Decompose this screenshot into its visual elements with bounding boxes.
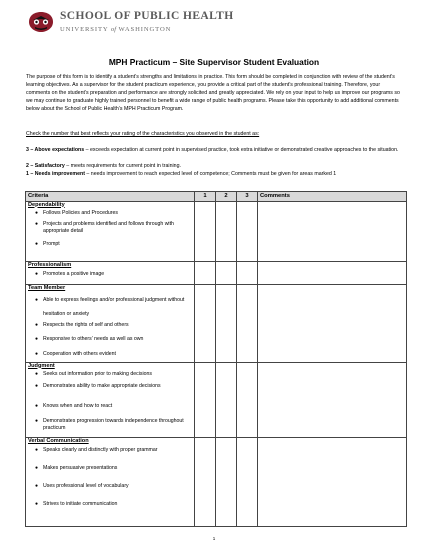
rating-cell[interactable] [216,437,237,526]
criteria-header: Criteria [26,192,195,202]
comments-cell[interactable] [258,261,407,284]
rating-cell[interactable] [195,362,216,437]
table-header-row [26,192,407,202]
comments-cell[interactable] [258,437,407,526]
section-row-verbal-communication: Verbal Communication ● Speaks clearly and distinctly with proper grammar ● Makes persuasive presentations ● Uses professional level of vocabulary ● Strives to initiate communication [26,437,407,526]
section-title: Team Member [28,284,66,291]
page-number: 1 [212,536,216,541]
rating-cell[interactable] [237,201,258,261]
rating-3-header: 3 [237,192,258,202]
rating-cell[interactable] [237,284,258,362]
rating-cell[interactable] [216,201,237,261]
section-title: Verbal Communication [28,437,89,444]
rating-cell[interactable] [195,261,216,284]
comments-cell[interactable] [258,284,407,362]
form-title: MPH Practicum – Site Supervisor Student Evaluation [108,57,320,67]
rating-cell[interactable] [216,261,237,284]
rating-cell[interactable] [237,437,258,526]
rating-cell[interactable] [216,362,237,437]
rating-instruction: Check the number that best reflects your rating of the characteristics you observed in the student as: [26,131,260,137]
evaluation-table [25,191,407,527]
intro-paragraph: The purpose of this form is to identify a student’s strengths and limitations in practice. This form should be completed in conjunction with review of the student’s learning objectives. As a supervisor for the student practicum experience, you provide a critical part of the student’s professional training. Therefore, your comments on the student’s preparation and performance are strongly solicited and greatly appreciated. We rely on your input to help us improve our programs so we may continue to graduate highly trained personnel to benefit a wide range of public health programs. Please take this opportunity to add additional comments below about the School of Public Health’s MPH Practicum Program. [26,74,400,113]
section-row-judgment: Judgment ● Seeks out information prior to making decisions ● Demonstrates ability to make appropriate decisions ● Knows when and how to react ● Demonstrates progression towards independence throughout practicum [26,362,407,437]
rating-3-definition: 3 – Above expectations – exceeds expectation at current point in supervised practice, took extra initiative or demonstrated creative approaches to the situation. [26,147,399,153]
section-title: Judgment [28,362,55,369]
section-row-professionalism: Professionalism ● Promotes a positive image [26,261,407,284]
rating-cell[interactable] [195,437,216,526]
rating-cell[interactable] [195,284,216,362]
school-name: SCHOOL OF PUBLIC HEALTH [60,10,234,22]
rating-2-definition: 2 – Satisfactory – meets requirements for current point in training. [26,163,181,169]
section-title: Professionalism [28,261,72,268]
section-row-dependability: Dependability ● Follows Policies and Procedures ● Projects and problems identified and follows through with appropriate detail ● Prompt [26,201,407,261]
section-row-team-member: Team Member ● Able to express feelings and/or professional judgment without hesitation or anxiety ● Respects the rights of self and others ● Responsive to others’ needs as well as own ● Cooperation with others evident [26,284,407,362]
rating-2-header: 2 [216,192,237,202]
rating-1-definition: 1 – Needs improvement – needs improvement to reach expected level of competence; Comments must be given for areas marked 1 [26,171,337,177]
rating-cell[interactable] [237,362,258,437]
rating-cell[interactable] [216,284,237,362]
comments-header: Comments [258,192,407,202]
section-title: Dependability [28,201,65,208]
comments-cell[interactable] [258,201,407,261]
rating-cell[interactable] [195,201,216,261]
rating-1-header: 1 [195,192,216,202]
university-name: UNIVERSITY of WASHINGTON [60,26,172,33]
rating-cell[interactable] [237,261,258,284]
comments-cell[interactable] [258,362,407,437]
university-logo [26,10,56,34]
